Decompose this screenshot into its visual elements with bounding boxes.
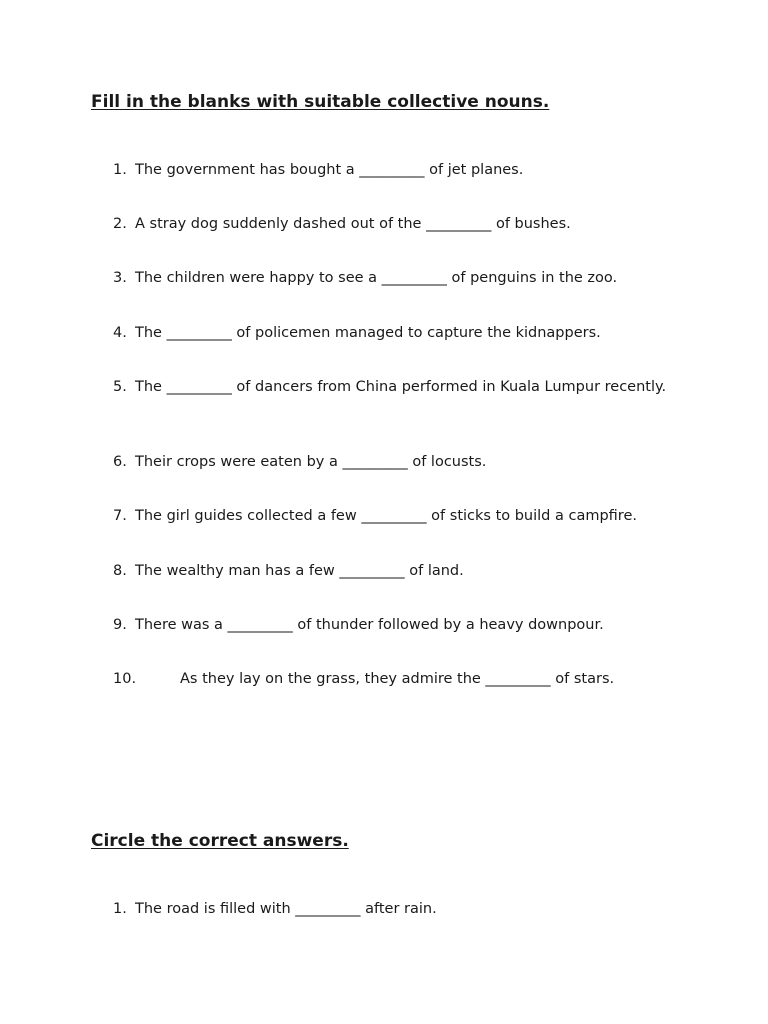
section-title-fill-blanks: Fill in the blanks with suitable collective nouns. — [91, 92, 550, 112]
question-number: 1. — [113, 162, 127, 178]
question-number: 10. — [113, 671, 137, 687]
question-text: The wealthy man has a few _________ of land. — [135, 563, 464, 579]
question-text: The _________ of policemen managed to capture the kidnappers. — [135, 325, 601, 341]
question-item — [113, 268, 693, 289]
question-text: The _________ of dancers from China performed in Kuala Lumpur recently. — [135, 379, 667, 395]
question-number: 7. — [113, 508, 127, 524]
question-item — [113, 506, 693, 527]
section-title-circle-answers: Circle the correct answers. — [91, 831, 349, 851]
question-item — [113, 214, 693, 235]
question-text: Their crops were eaten by a _________ of locusts. — [135, 454, 487, 470]
question-item — [113, 669, 693, 690]
question-number: 5. — [113, 379, 127, 395]
question-item — [113, 323, 693, 344]
question-item — [113, 377, 693, 398]
question-item — [113, 160, 693, 181]
question-text: A stray dog suddenly dashed out of the _________ of bushes. — [135, 216, 571, 232]
question-item — [113, 899, 693, 920]
question-number: 4. — [113, 325, 127, 341]
question-number: 1. — [113, 901, 127, 917]
question-text: The children were happy to see a _________ of penguins in the zoo. — [135, 270, 618, 286]
question-number: 6. — [113, 454, 127, 470]
question-text: As they lay on the grass, they admire the _________ of stars. — [180, 671, 615, 687]
question-item — [113, 561, 693, 582]
question-number: 8. — [113, 563, 127, 579]
question-number: 3. — [113, 270, 127, 286]
question-text: The road is filled with _________ after rain. — [135, 901, 437, 917]
question-text: The girl guides collected a few _________ of sticks to build a campfire. — [135, 508, 637, 524]
question-number: 9. — [113, 617, 127, 633]
question-number: 2. — [113, 216, 127, 232]
question-text: There was a _________ of thunder followed by a heavy downpour. — [135, 617, 604, 633]
question-text: The government has bought a _________ of jet planes. — [135, 162, 524, 178]
question-item — [113, 615, 693, 636]
question-item — [113, 452, 693, 473]
